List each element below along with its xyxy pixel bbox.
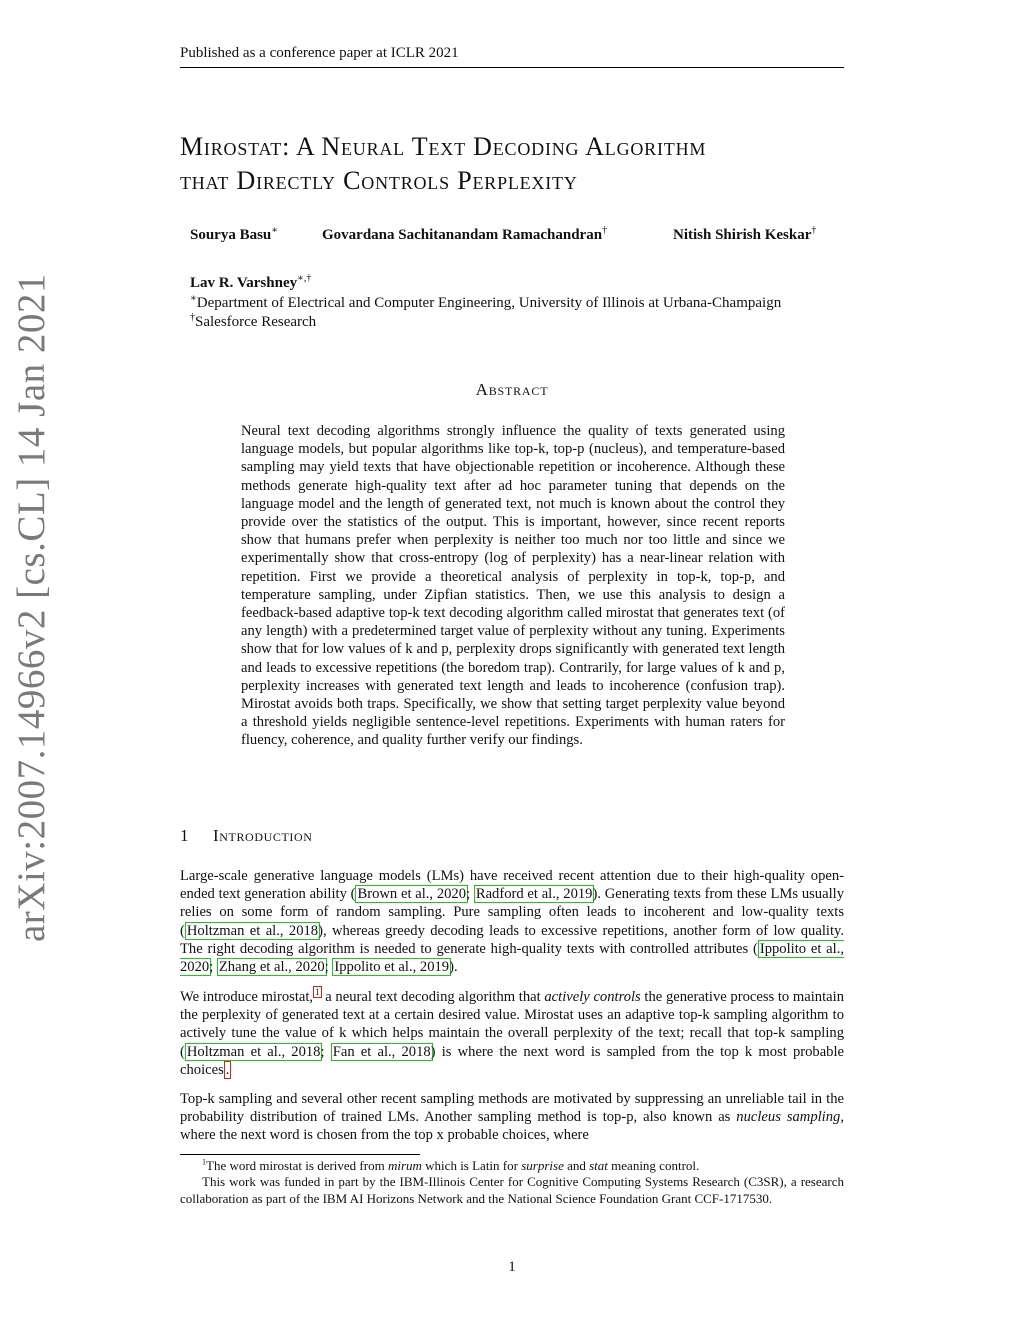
author-1: Sourya Basu∗ bbox=[190, 225, 279, 243]
footnote-link[interactable]: . bbox=[225, 1061, 230, 1078]
footnote-funding: This work was funded in part by the IBM-Illinois Center for Cognitive Computing Systems Research (C3SR), a research collaboration as part of the IBM AI Horizons Network and the National Science Foundation Grant CCF-1717530. bbox=[180, 1174, 844, 1206]
intro-paragraph-1: Large-scale generative language models (LMs) have received recent attention due to their high-quality open-ended text generation ability ( Brown et al., 2020; Radford et al., 2019). Generating texts from these LMs usually relies on some form of random sampling. Pure sampling often leads to incoherent and low-quality texts ( Holtzman et al., 2018), whereas greedy decoding leads to excessive repetitions, another form of low quality. The right decoding algorithm is needed to generate high-quality texts with controlled attributes ( Ippolito et al., 2020; Zhang et al., 2020; Ippolito et al., 2019). bbox=[180, 868, 845, 976]
footnote-divider bbox=[180, 1154, 420, 1155]
author-3: Nitish Shirish Keskar† bbox=[673, 225, 817, 243]
intro-paragraph-2: We introduce mirostat, $^1$ a neural text decoding algorithm that actively controls the generative process to maintain the perplexity of generated text at a certain desired value. Mirostat uses an adaptive top-k sampling algorithm to actively tune the value of k which helps maintain the overall perplexity of the text; recall that top-k sampling ( Holtzman et al., 2018; Fan et al., 2018) is where the next word is sampled from the top k most probable choices . bbox=[180, 987, 845, 1078]
citation-link[interactable]: Zhang et al., 2020 bbox=[218, 959, 325, 976]
arxiv-stamp: arXiv:2007.14966v2 [cs.CL] 14 Jan 2021 bbox=[10, 273, 53, 942]
citation-link[interactable]: Ippolito et al., 2019 bbox=[334, 959, 450, 976]
footnotes bbox=[180, 1158, 844, 1207]
citation-link[interactable]: Brown et al., 2020 bbox=[357, 886, 467, 903]
abstract-text: Neural text decoding algorithms strongly influence the quality of texts generated using language models, but popular algorithms like top-k, top-p (nucleus), and temperature-based sampling may yield texts that have objectionable repetition or incoherence. Although these methods generate high-quality text after ad hoc parameter tuning that depends on the language model and the length of generated text, not much is known about the control they provide over the statistics of the output. This is important, however, since recent reports show that humans prefer when perplexity is neither too much nor too little and since we experimentally show that cross-entropy (log of perplexity) has a near-linear relation with repetition. First we provide a theoretical analysis of perplexity in top-k, top-p, and temperature sampling, under Zipfian statistics. Then, we use this analysis to design a feedback-based adaptive top-k text decoding algorithm called mirostat that generates text (of any length) with a predetermined target value of perplexity without any tuning. Experiments show that for low values of k and p, perplexity drops significantly with generated text length and leads to excessive repetitions (the boredom trap). Contrarily, for large values of k and p, perplexity increases with generated text length and leads to incoherence (confusion trap). Mirostat avoids both traps. Specifically, we show that setting target perplexity value beyond a threshold yields negligible sentence-level repetitions. Experiments with human raters for fluency, coherence, and quality further verify our findings. bbox=[241, 423, 785, 749]
footnote-link[interactable]: 1 bbox=[315, 987, 320, 998]
affiliation-1: ∗Department of Electrical and Computer Engineering, University of Illinois at Urbana-Champaign bbox=[190, 293, 782, 311]
title-line-1: Mirostat: A Neural Text Decoding Algorithm bbox=[180, 132, 707, 161]
page-number: 1 bbox=[508, 1259, 516, 1275]
abstract-heading: Abstract bbox=[475, 380, 549, 399]
citation-link[interactable]: Holtzman et al., 2018 bbox=[186, 922, 319, 939]
author-2: Govardana Sachitanandam Ramachandran† bbox=[322, 225, 608, 243]
running-head: Published as a conference paper at ICLR 2021 bbox=[180, 44, 844, 68]
paper-title bbox=[180, 130, 880, 198]
citation-link[interactable]: Ippolito et al., 2020 bbox=[180, 940, 845, 976]
citation-link[interactable]: Holtzman et al., 2018 bbox=[186, 1043, 321, 1060]
footnote-1: $^1$The word mirostat is derived from mirum which is Latin for surprise and stat meaning control. bbox=[202, 1157, 700, 1173]
citation-link[interactable]: Radford et al., 2019 bbox=[475, 886, 593, 903]
title-line-2: that Directly Controls Perplexity bbox=[180, 166, 578, 195]
affiliation-2: †Salesforce Research bbox=[190, 312, 317, 330]
author-4: Lav R. Varshney∗,† bbox=[190, 273, 312, 291]
citation-link[interactable]: Fan et al., 2018 bbox=[332, 1043, 431, 1060]
section-heading-introduction bbox=[180, 826, 313, 846]
section-title: Introduction bbox=[213, 826, 313, 845]
section-number: 1 bbox=[180, 826, 190, 845]
intro-paragraph-3: Top-k sampling and several other recent sampling methods are motivated by suppressing an unreliable tail in the probability distribution of trained LMs. Another sampling method is top-p, also known as nucleus sampling, where the next word is chosen from the top x probable choices, where bbox=[180, 1091, 844, 1144]
